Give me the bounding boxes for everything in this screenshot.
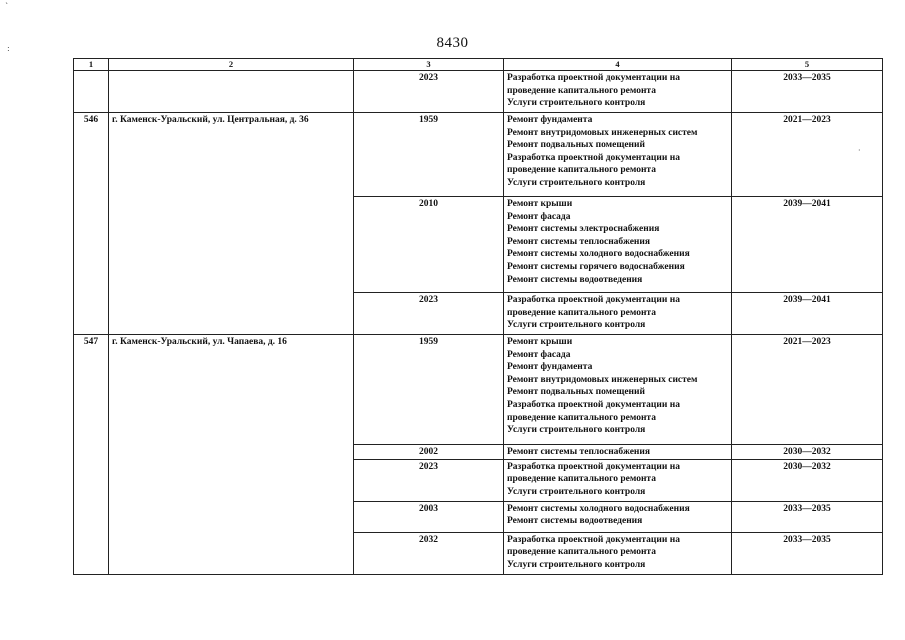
column-header: 1 [74, 59, 109, 71]
scan-mark: : [7, 44, 10, 53]
work-item: Ремонт крыши [507, 337, 573, 347]
row-number [74, 71, 109, 113]
works-cell [504, 335, 732, 445]
period-cell: 2033—2035 [732, 71, 883, 113]
works-cell [504, 445, 732, 460]
work-item: Разработка проектной документации на [507, 152, 680, 163]
work-item: Ремонт системы холодного водоснабжения [507, 249, 690, 260]
work-item: Ремонт фундамента [507, 362, 593, 373]
work-item: Услуги строительного контроля [507, 425, 646, 436]
work-item: Ремонт системы водоотведения [507, 516, 643, 527]
year-cell: 2010 [354, 197, 504, 293]
works-cell [504, 501, 732, 532]
work-item: проведение капитального ремонта [507, 165, 656, 176]
period-cell: 2030—2032 [732, 459, 883, 501]
building-address: г. Каменск-Уральский, ул. Центральная, д. 36 [109, 113, 354, 335]
year-cell: 1959 [354, 335, 504, 445]
work-item: Ремонт фундамента [507, 115, 593, 125]
work-item: Услуги строительного контроля [507, 559, 646, 570]
row-number: 546 [74, 113, 109, 335]
work-item: Ремонт системы теплоснабжения [507, 447, 651, 457]
scan-mark: ` [5, 2, 9, 11]
work-item: Ремонт системы горячего водоснабжения [507, 261, 685, 272]
period-cell: 2033—2035 [732, 532, 883, 574]
works-cell [504, 459, 732, 501]
table-row [74, 335, 883, 445]
works-cell [504, 113, 732, 197]
work-item: проведение капитального ремонта [507, 474, 656, 485]
work-item: Разработка проектной документации на [507, 73, 680, 83]
work-item: Ремонт системы водоотведения [507, 274, 643, 285]
table-row [74, 113, 883, 197]
period-cell: 2021—2023 [732, 335, 883, 445]
work-item: Ремонт системы теплоснабжения [507, 236, 651, 247]
building-address [109, 71, 354, 113]
year-cell: 2032 [354, 532, 504, 574]
work-item: Разработка проектной документации на [507, 534, 680, 545]
works-cell [504, 532, 732, 574]
year-cell: 2003 [354, 501, 504, 532]
table-body [74, 71, 883, 575]
work-item: Ремонт подвальных помещений [507, 387, 645, 398]
work-item: проведение капитального ремонта [507, 307, 656, 318]
period-cell: 2030—2032 [732, 445, 883, 460]
work-item: Ремонт крыши [507, 199, 573, 209]
column-header: 2 [109, 59, 354, 71]
year-cell: 2023 [354, 293, 504, 335]
works-cell [504, 197, 732, 293]
work-item: Разработка проектной документации на [507, 461, 680, 472]
year-cell: 2002 [354, 445, 504, 460]
work-item: Ремонт системы электроснабжения [507, 224, 660, 235]
period-cell: 2033—2035 [732, 501, 883, 532]
work-item: Разработка проектной документации на [507, 295, 680, 305]
building-address: г. Каменск-Уральский, ул. Чапаева, д. 16 [109, 335, 354, 575]
work-item: Услуги строительного контроля [507, 320, 646, 331]
work-item: Услуги строительного контроля [507, 177, 646, 188]
work-item: проведение капитального ремонта [507, 547, 656, 558]
year-cell: 1959 [354, 113, 504, 197]
work-item: Услуги строительного контроля [507, 98, 646, 109]
row-number: 547 [74, 335, 109, 575]
work-item: Услуги строительного контроля [507, 486, 646, 497]
work-item: проведение капитального ремонта [507, 412, 656, 423]
period-cell: 2039—2041 [732, 197, 883, 293]
capital-repair-table [73, 58, 883, 575]
work-item: Ремонт внутридомовых инженерных систем [507, 374, 698, 385]
works-cell [504, 293, 732, 335]
column-number-row [74, 59, 883, 71]
page-number: 8430 [436, 35, 469, 51]
column-header: 5 [732, 59, 883, 71]
work-item: проведение капитального ремонта [507, 85, 656, 96]
work-item: Ремонт фасада [507, 211, 571, 222]
period-cell: 2021—2023 [732, 113, 883, 197]
work-item: Ремонт внутридомовых инженерных систем [507, 127, 698, 138]
work-item: Ремонт подвальных помещений [507, 140, 645, 151]
year-cell: 2023 [354, 71, 504, 113]
column-header: 4 [504, 59, 732, 71]
period-cell: 2039—2041 [732, 293, 883, 335]
column-header: 3 [354, 59, 504, 71]
work-item: Ремонт фасада [507, 349, 571, 360]
table-row [74, 71, 883, 113]
work-item: Ремонт системы холодного водоснабжения [507, 503, 690, 514]
work-item: Разработка проектной документации на [507, 399, 680, 410]
scan-mark: · [858, 146, 861, 155]
works-cell [504, 71, 732, 113]
year-cell: 2023 [354, 459, 504, 501]
